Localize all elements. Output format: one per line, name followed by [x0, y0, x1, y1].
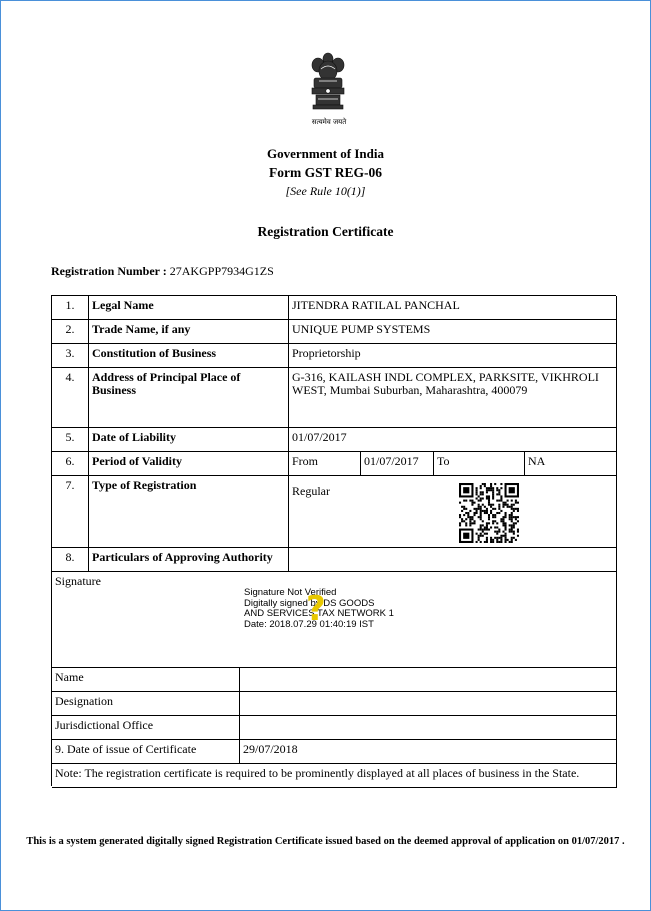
row-number: 8. — [52, 548, 89, 572]
validity-from-label: From — [289, 452, 361, 476]
liability-date-label: Date of Liability — [89, 428, 289, 452]
validity-to-label: To — [434, 452, 525, 476]
legal-name-value: JITENDRA RATILAL PANCHAL — [289, 296, 617, 320]
name-label: Name — [52, 668, 240, 692]
row-number: 6. — [52, 452, 89, 476]
signature-status-text: Signature Not Verified — [244, 587, 337, 598]
issue-date-value: 29/07/2018 — [240, 740, 617, 764]
registration-number-value: 27AKGPP7934G1ZS — [169, 264, 274, 278]
form-heading: Form GST REG-06 — [268, 165, 382, 180]
liability-date-value: 01/07/2017 — [289, 428, 617, 452]
row-number: 5. — [52, 428, 89, 452]
ashoka-emblem-icon — [307, 51, 349, 115]
legal-name-label: Legal Name — [89, 296, 289, 320]
registration-type-cell — [289, 476, 617, 548]
designation-value — [240, 692, 617, 716]
registration-type-label: Type of Registration — [89, 476, 289, 548]
validity-label: Period of Validity — [89, 452, 289, 476]
validity-to-value: NA — [525, 452, 617, 476]
jurisdiction-value — [240, 716, 617, 740]
row-number: 1. — [52, 296, 89, 320]
details-table — [51, 295, 616, 786]
designation-label: Designation — [52, 692, 240, 716]
name-value — [240, 668, 617, 692]
signature-signer-text: Digitally signed by DS GOODS — [244, 597, 375, 609]
approving-authority-value — [289, 548, 617, 572]
jurisdiction-label: Jurisdictional Office — [52, 716, 240, 740]
rule-reference: [See Rule 10(1)] — [285, 184, 366, 198]
qr-code-icon — [459, 483, 519, 543]
signature-label: Signature — [55, 574, 101, 588]
signature-date-text: Date: 2018.07.29 01:40:19 IST — [244, 618, 374, 630]
trade-name-label: Trade Name, if any — [89, 320, 289, 344]
signature-signer-text-2: AND SERVICES TAX NETWORK 1 — [244, 608, 394, 619]
registration-number-label: Registration Number : — [51, 264, 167, 278]
display-note: Note: The registration certificate is required to be prominently displayed at all places of business in the State. — [52, 764, 617, 788]
validity-from-value: 01/07/2017 — [361, 452, 434, 476]
registration-number — [51, 264, 274, 279]
system-generated-footer: This is a system generated digitally signed Registration Certificate issued based on the deemed approval of application on 01/07/2017 . — [26, 836, 625, 847]
row-number: 7. — [52, 476, 89, 548]
row-number: 4. — [52, 368, 89, 428]
government-heading: Government of India — [267, 146, 384, 161]
row-number: 2. — [52, 320, 89, 344]
constitution-value: Proprietorship — [289, 344, 617, 368]
trade-name-value: UNIQUE PUMP SYSTEMS — [289, 320, 617, 344]
issue-date-label: 9. Date of issue of Certificate — [52, 740, 240, 764]
address-value: G-316, KAILASH INDL COMPLEX, PARKSITE, VIKHROLI WEST, Mumbai Suburban, Maharashtra, 400079 — [289, 368, 617, 428]
question-mark-icon: ? — [306, 589, 326, 629]
registration-type-value: Regular — [292, 484, 330, 498]
approving-authority-label: Particulars of Approving Authority — [89, 548, 289, 572]
certificate-title: Registration Certificate — [257, 224, 394, 239]
emblem-motto: सत्यमेव जयते — [311, 118, 347, 126]
constitution-label: Constitution of Business — [89, 344, 289, 368]
address-label: Address of Principal Place of Business — [89, 368, 289, 428]
row-number: 3. — [52, 344, 89, 368]
